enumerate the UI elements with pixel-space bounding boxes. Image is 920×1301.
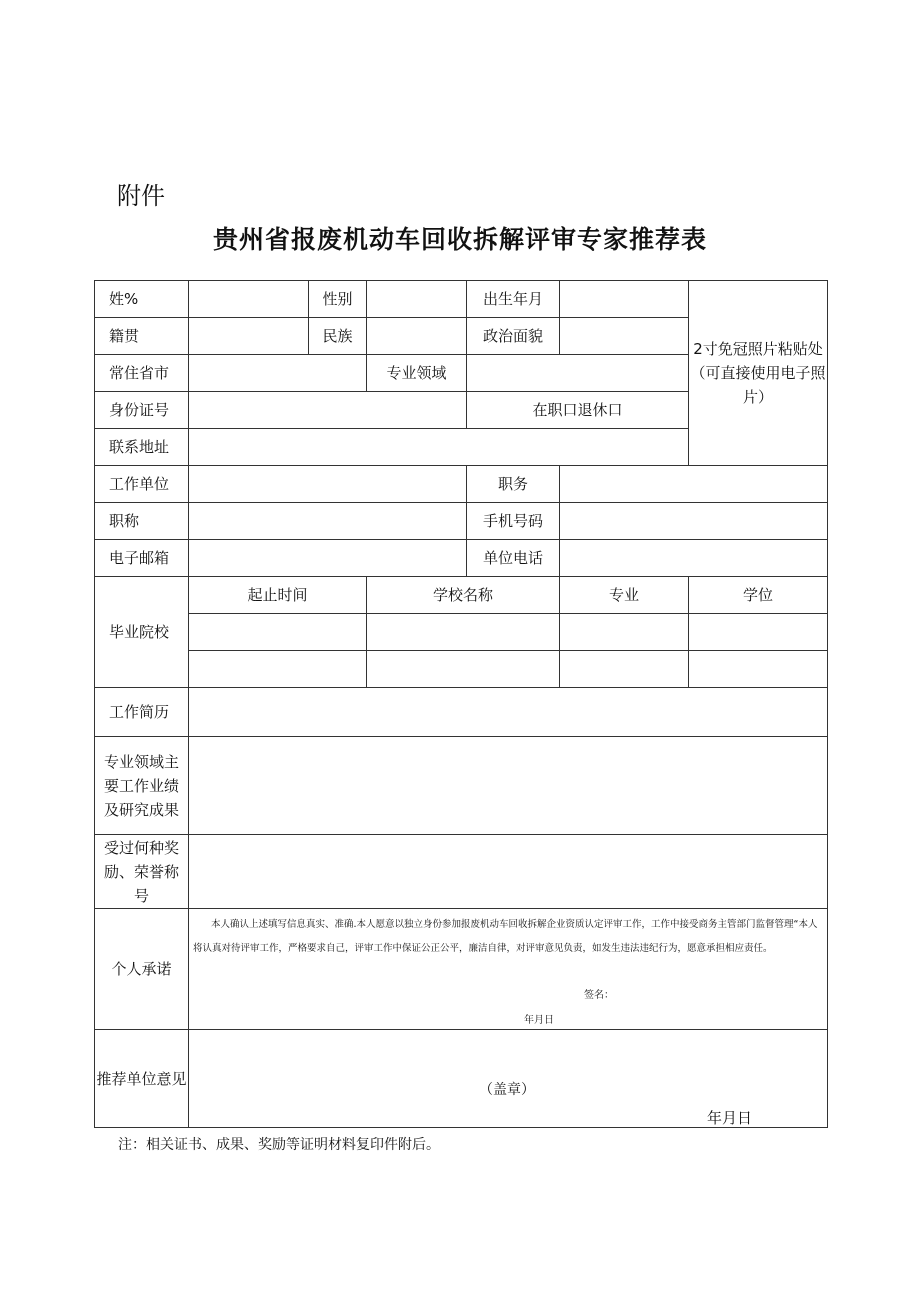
native-place-field[interactable] bbox=[189, 318, 309, 355]
employer-field[interactable] bbox=[189, 466, 467, 503]
edu-major-field[interactable] bbox=[560, 614, 689, 651]
ethnicity-label: 民族 bbox=[309, 318, 367, 355]
email-field[interactable] bbox=[189, 540, 467, 577]
awards-label: 受过何种奖励、荣誉称号 bbox=[95, 835, 189, 909]
footer-note: 注：相关证书、成果、奖励等证明材料复印件附后。 bbox=[118, 1137, 440, 1153]
recommend-date[interactable]: 年月日 bbox=[707, 1109, 753, 1127]
mobile-field[interactable] bbox=[560, 503, 828, 540]
edu-period-field[interactable] bbox=[189, 614, 367, 651]
resume-label: 工作简历 bbox=[95, 688, 189, 737]
name-label: 姓% bbox=[95, 281, 189, 318]
pledge-label: 个人承诺 bbox=[95, 909, 189, 1030]
resume-field[interactable] bbox=[189, 688, 828, 737]
recommend-opinion-label: 推荐单位意见 bbox=[95, 1030, 189, 1128]
recommend-opinion-area[interactable] bbox=[189, 1030, 828, 1128]
achievements-label: 专业领域主要工作业绩及研究成果 bbox=[95, 737, 189, 835]
position-field[interactable] bbox=[560, 466, 828, 503]
edu-header-school: 学校名称 bbox=[367, 577, 560, 614]
id-number-label: 身份证号 bbox=[95, 392, 189, 429]
pledge-date[interactable]: 年月日 bbox=[524, 1015, 554, 1026]
achievements-field[interactable] bbox=[189, 737, 828, 835]
attachment-label: 附件 bbox=[117, 182, 165, 210]
edu-major-field[interactable] bbox=[560, 651, 689, 688]
office-phone-field[interactable] bbox=[560, 540, 828, 577]
office-phone-label: 单位电话 bbox=[467, 540, 560, 577]
residence-field[interactable] bbox=[189, 355, 367, 392]
employment-status-options[interactable]: 在职口退休口 bbox=[467, 392, 689, 429]
pledge-text: 本人确认上述填写信息真实、准确.本人愿意以独立身份参加报废机动车回收拆解企业资质认定评审工作，工作中接受商务主管部门监督管理“本人将认真对待评审工作，严格要求自己，评审工作中保证公正公平，廉洁自律，对评审意见负责，如发生违法违纪行为，愿意承担相应责任。 bbox=[193, 919, 818, 954]
gender-field[interactable] bbox=[367, 281, 467, 318]
employer-label: 工作单位 bbox=[95, 466, 189, 503]
photo-area[interactable]: 2寸免冠照片粘贴处（可直接使用电子照片） bbox=[689, 281, 828, 466]
recommendation-form bbox=[94, 280, 828, 1128]
native-place-label: 籍贯 bbox=[95, 318, 189, 355]
field-label: 专业领域 bbox=[367, 355, 467, 392]
professional-title-label: 职称 bbox=[95, 503, 189, 540]
address-label: 联系地址 bbox=[95, 429, 189, 466]
mobile-label: 手机号码 bbox=[467, 503, 560, 540]
field-field[interactable] bbox=[467, 355, 689, 392]
address-field[interactable] bbox=[189, 429, 689, 466]
edu-degree-field[interactable] bbox=[689, 614, 828, 651]
graduated-school-label: 毕业院校 bbox=[95, 577, 189, 688]
edu-school-field[interactable] bbox=[367, 651, 560, 688]
ethnicity-field[interactable] bbox=[367, 318, 467, 355]
birth-field[interactable] bbox=[560, 281, 689, 318]
awards-field[interactable] bbox=[189, 835, 828, 909]
political-status-field[interactable] bbox=[560, 318, 689, 355]
edu-period-field[interactable] bbox=[189, 651, 367, 688]
id-number-field[interactable] bbox=[189, 392, 467, 429]
position-label: 职务 bbox=[467, 466, 560, 503]
birth-label: 出生年月 bbox=[467, 281, 560, 318]
pledge-area bbox=[189, 909, 828, 1030]
name-field[interactable] bbox=[189, 281, 309, 318]
edu-header-degree: 学位 bbox=[689, 577, 828, 614]
edu-school-field[interactable] bbox=[367, 614, 560, 651]
edu-degree-field[interactable] bbox=[689, 651, 828, 688]
residence-label: 常住省市 bbox=[95, 355, 189, 392]
edu-header-major: 专业 bbox=[560, 577, 689, 614]
email-label: 电子邮箱 bbox=[95, 540, 189, 577]
signature-label[interactable]: 签名： bbox=[584, 990, 614, 1001]
professional-title-field[interactable] bbox=[189, 503, 467, 540]
gender-label: 性别 bbox=[309, 281, 367, 318]
seal-label: （盖章） bbox=[479, 1082, 535, 1098]
political-status-label: 政治面貌 bbox=[467, 318, 560, 355]
edu-header-period: 起止时间 bbox=[189, 577, 367, 614]
form-title: 贵州省报废机动车回收拆解评审专家推荐表 bbox=[212, 225, 707, 254]
